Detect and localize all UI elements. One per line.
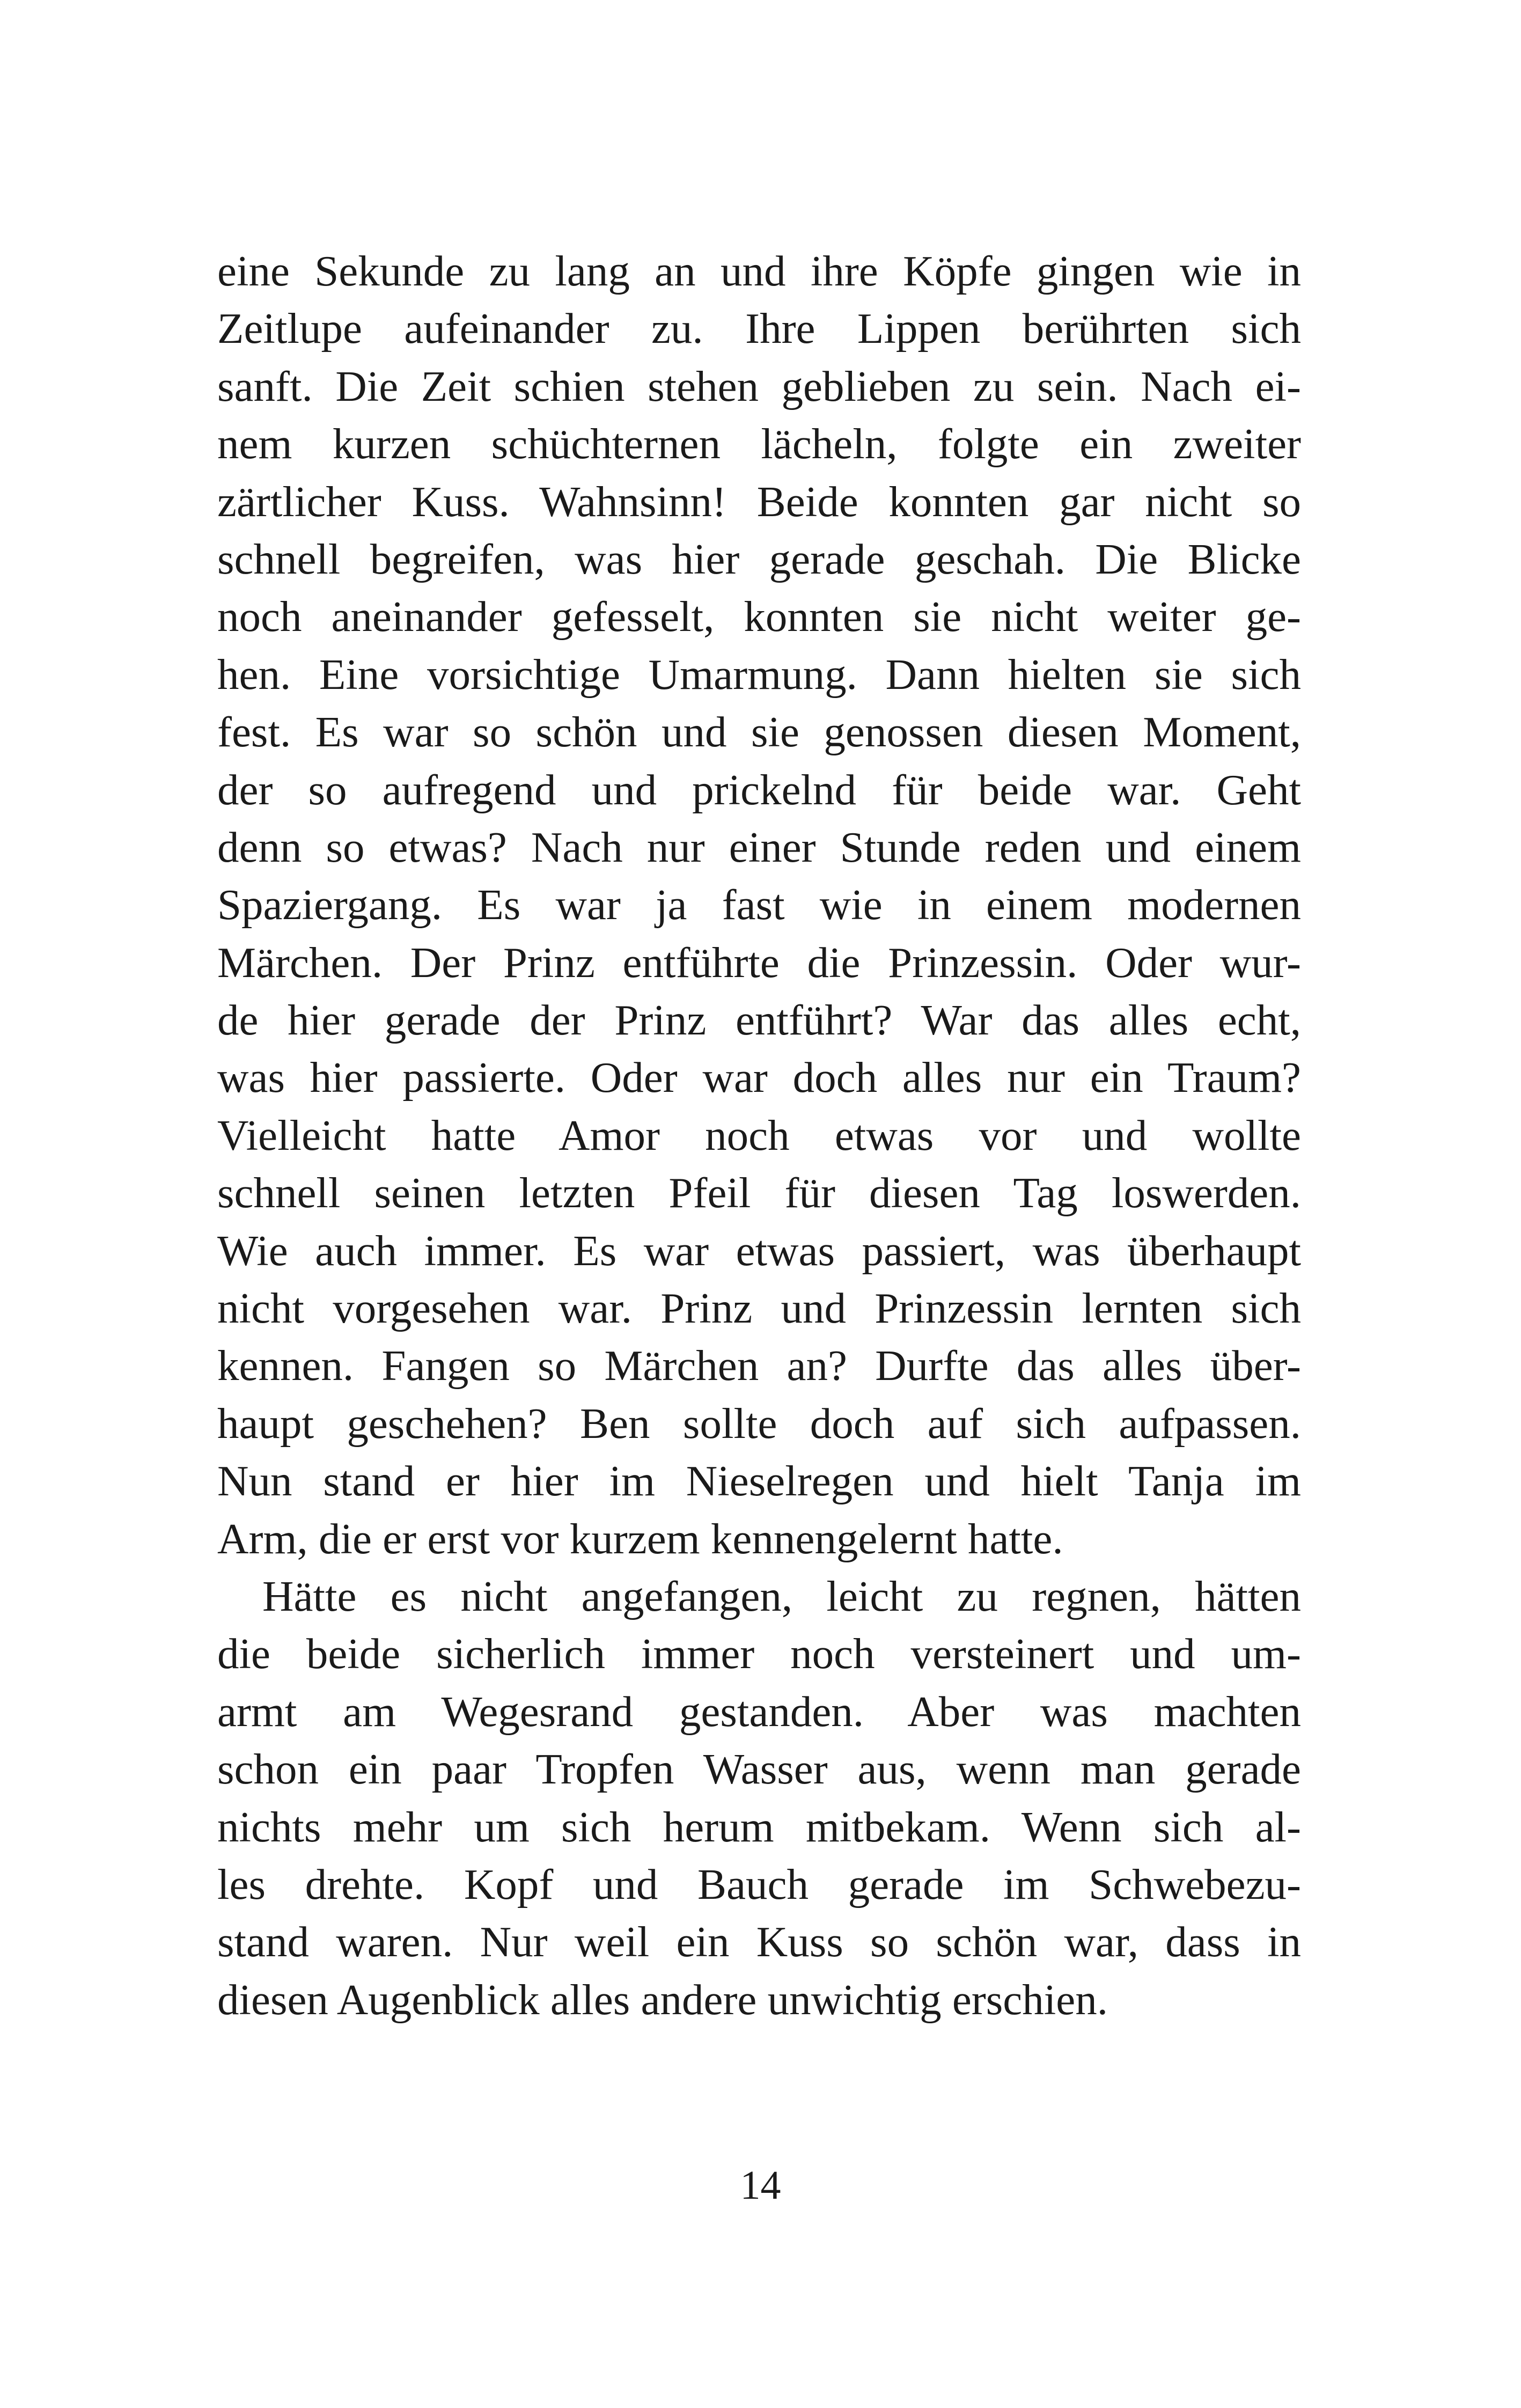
paragraph-1 — [217, 243, 1301, 1568]
text-line: denn so etwas? Nach nur einer Stunde reden und einem — [217, 823, 1301, 871]
text-line: Zeitlupe aufeinander zu. Ihre Lippen berührten sich — [217, 304, 1301, 353]
text-line: Spaziergang. Es war ja fast wie in einem modernen — [217, 880, 1301, 929]
text-line: die beide sicherlich immer noch versteinert und um- — [217, 1629, 1301, 1678]
text-line: les drehte. Kopf und Bauch gerade im Schwebezu- — [217, 1860, 1301, 1908]
text-line: Arm, die er erst vor kurzem kennengelernt hatte. — [217, 1514, 1063, 1563]
text-line: sanft. Die Zeit schien stehen geblieben zu sein. Nach ei- — [217, 362, 1301, 410]
text-line: Vielleicht hatte Amor noch etwas vor und wollte — [217, 1111, 1301, 1159]
text-line: stand waren. Nur weil ein Kuss so schön war, dass in — [217, 1918, 1301, 1966]
text-line: kennen. Fangen so Märchen an? Durfte das alles über- — [217, 1341, 1301, 1390]
text-line: Nun stand er hier im Nieselregen und hielt Tanja im — [217, 1457, 1301, 1506]
text-line: schnell begreifen, was hier gerade geschah. Die Blicke — [217, 534, 1301, 583]
body-text — [217, 243, 1301, 2029]
text-line: was hier passierte. Oder war doch alles nur ein Traum? — [217, 1053, 1301, 1102]
text-line: schon ein paar Tropfen Wasser aus, wenn man gerade — [217, 1745, 1301, 1794]
text-line: Wie auch immer. Es war etwas passiert, was überhaupt — [217, 1226, 1301, 1275]
text-line: fest. Es war so schön und sie genossen diesen Moment, — [217, 708, 1301, 757]
paragraph-2 — [217, 1568, 1301, 2029]
text-line: de hier gerade der Prinz entführt? War das alles echt, — [217, 996, 1301, 1045]
text-line: armt am Wegesrand gestanden. Aber was machten — [217, 1687, 1301, 1736]
text-line: der so aufregend und prickelnd für beide war. Geht — [217, 765, 1301, 814]
text-line: noch aneinander gefesselt, konnten sie nicht weiter ge- — [217, 592, 1301, 641]
text-line: nem kurzen schüchternen lächeln, folgte ein zweiter — [217, 420, 1301, 468]
text-line: zärtlicher Kuss. Wahnsinn! Beide konnten gar nicht so — [217, 477, 1301, 526]
text-line: diesen Augenblick alles andere unwichtig erschien. — [217, 1975, 1108, 2024]
text-line: Hätte es nicht angefangen, leicht zu regnen, hätten — [262, 1572, 1301, 1620]
page-number: 14 — [740, 2163, 781, 2208]
text-line: schnell seinen letzten Pfeil für diesen Tag loswerden. — [217, 1169, 1301, 1217]
text-line: nichts mehr um sich herum mitbekam. Wenn sich al- — [217, 1802, 1301, 1851]
text-line: Märchen. Der Prinz entführte die Prinzessin. Oder wur- — [217, 938, 1301, 987]
text-line: nicht vorgesehen war. Prinz und Prinzessin lernten sich — [217, 1284, 1301, 1333]
text-line: haupt geschehen? Ben sollte doch auf sich aufpassen. — [217, 1399, 1301, 1448]
text-line: eine Sekunde zu lang an und ihre Köpfe gingen wie in — [217, 247, 1301, 295]
text-line: hen. Eine vorsichtige Umarmung. Dann hielten sie sich — [217, 650, 1301, 699]
